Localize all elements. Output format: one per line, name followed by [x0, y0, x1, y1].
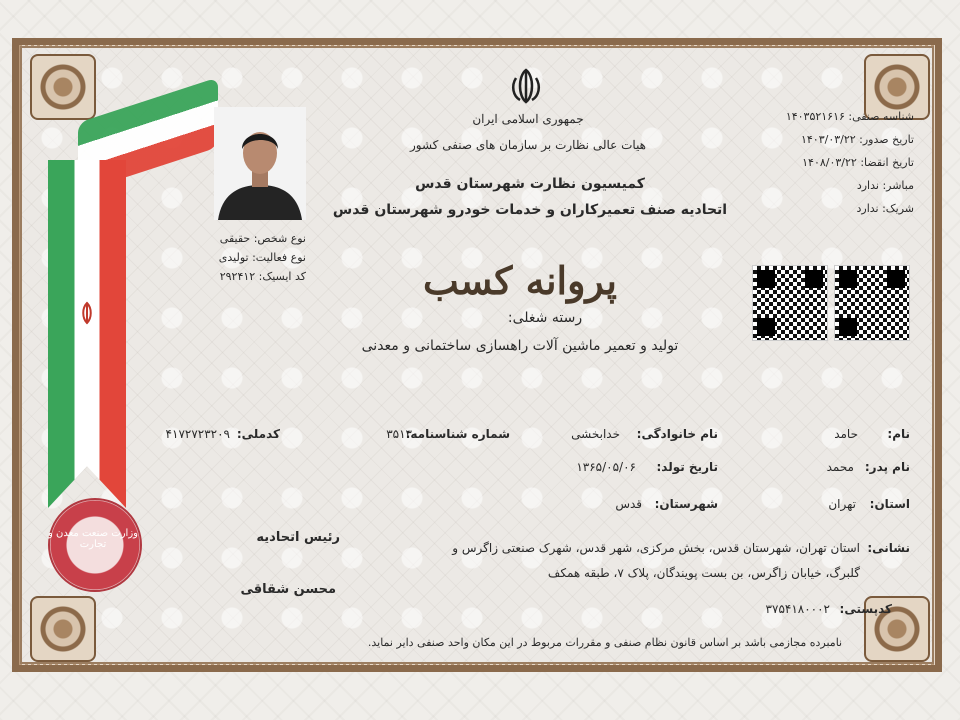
city-value: قدس [615, 497, 642, 511]
person-type: نوع شخص: حقیقی [219, 232, 306, 245]
province-label: استان: [869, 497, 910, 511]
signatory-role: رئیس اتحادیه [256, 530, 340, 545]
address-line-2: گلبرگ، خیابان زاگرس، بن بست پویندگان، پلاک ۷، طبقه همکف [547, 566, 860, 580]
seal-text: وزارت صنعت معدن و تجارت [48, 528, 138, 550]
activity-type: نوع فعالیت: تولیدی [218, 251, 306, 264]
isic-code: کد ایسیک: ۲۹۲۴۱۲ [219, 270, 306, 283]
address-label: نشانی: [867, 541, 910, 555]
national-code-value: ۴۱۷۲۷۲۳۲۰۹ [165, 427, 230, 441]
person-photo-icon [214, 107, 306, 220]
address-line-1: استان تهران، شهرستان قدس، بخش مرکزی، شهر قدس، شهرک صنعتی زاگرس و [452, 541, 860, 555]
father-label: نام پدر: [864, 460, 910, 474]
header-board: هیات عالی نظارت بر سازمان های صنفی کشور [409, 138, 647, 152]
header-country: جمهوری اسلامی ایران [472, 112, 584, 126]
father-value: محمد [826, 460, 854, 474]
flag-emblem-icon [74, 300, 100, 326]
national-code-label: کدملی: [236, 427, 280, 441]
postal-code-label: کدپستی: [839, 602, 892, 616]
qr-code-right [834, 265, 910, 341]
name-label: نام: [887, 427, 910, 441]
issue-date: تاریخ صدور: ۱۴۰۳/۰۳/۲۲ [800, 133, 914, 146]
category-label: رسته شغلی: [507, 310, 583, 326]
guild-id: شناسه صنفی: ۱۴۰۳۵۲۱۶۱۶ [785, 110, 914, 123]
header-union: اتحادیه صنف تعمیرکاران و خدمات خودرو شهرستان قدس [332, 202, 728, 218]
birth-date-label: تاریخ تولد: [656, 460, 718, 474]
manager: مباشر: ندارد [856, 179, 914, 192]
id-number-label: شماره شناسنامه: [405, 427, 510, 441]
expiry-date: تاریخ انقضا: ۱۴۰۸/۰۳/۲۲ [802, 156, 914, 169]
family-label: نام خانوادگی: [636, 427, 718, 441]
holder-photo [214, 107, 306, 220]
id-number-value: ۳۵۱۳ [386, 427, 412, 441]
postal-code-value: ۳۷۵۴۱۸۰۰۰۲ [765, 602, 830, 616]
city-label: شهرستان: [654, 497, 718, 511]
partner: شریک: ندارد [856, 202, 914, 215]
family-value: خدابخشی [571, 427, 620, 441]
category-value: تولید و تعمیر ماشین آلات راهسازی ساختمانی و معدنی [361, 338, 679, 354]
certificate-title: پروانه کسب [423, 258, 617, 303]
iran-flag-ribbon [48, 100, 208, 510]
province-value: تهران [828, 497, 856, 511]
qr-code-left [752, 265, 828, 341]
flag-banner [48, 160, 126, 508]
signatory-name: محسن شقاقی [240, 582, 336, 597]
birth-date-value: ۱۳۶۵/۰۵/۰۶ [576, 460, 636, 474]
name-value: حامد [834, 427, 858, 441]
national-emblem-icon [506, 66, 546, 106]
corner-ornament-bottom-left [30, 596, 96, 662]
header-commission: کمیسیون نظارت شهرستان قدس [415, 176, 645, 192]
footer-note: نامبرده مجازمی باشد بر اساس قانون نظام صنفی و مقررات مربوط در این مکان واحد صنفی دایر نماید. [367, 636, 843, 649]
